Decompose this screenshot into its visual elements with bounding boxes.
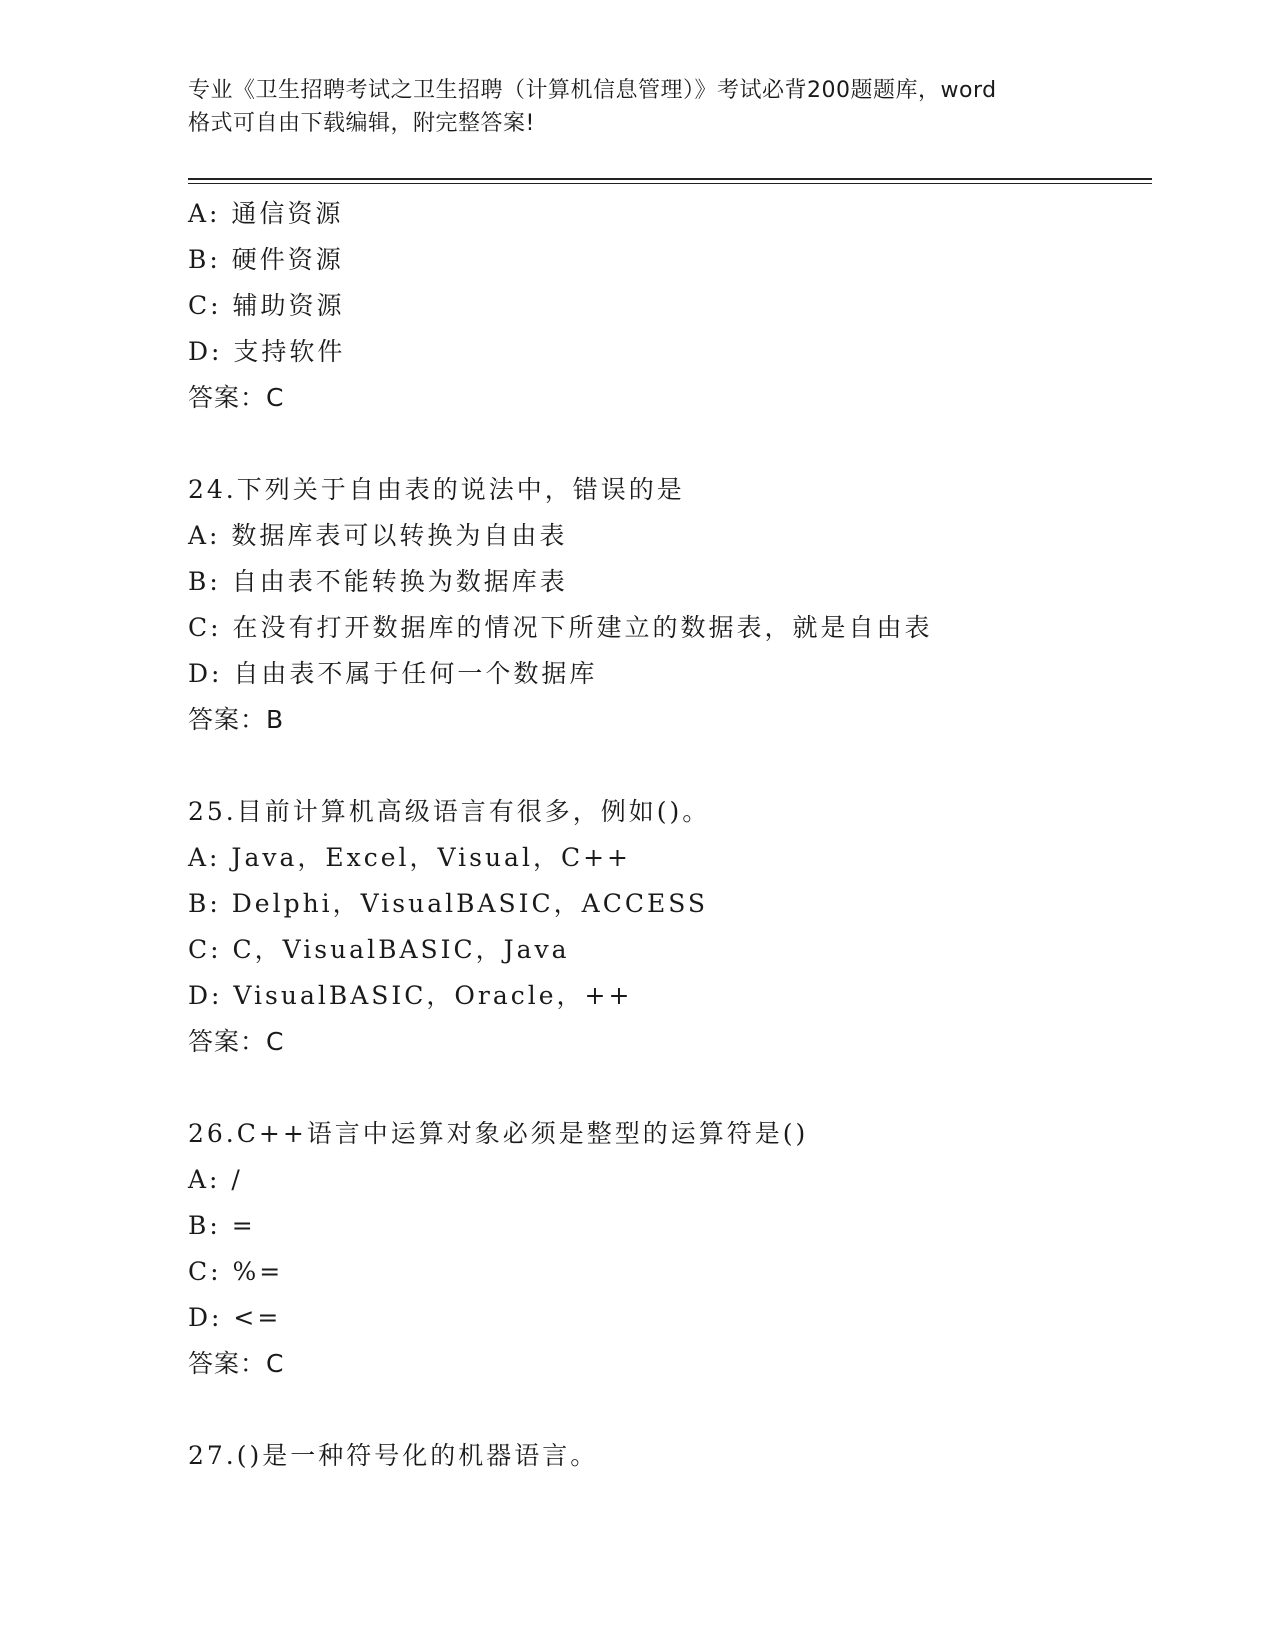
option-d: D: VisualBASIC，Oracle，++ [188, 981, 633, 1010]
header-title-line-2: 格式可自由下载编辑，附完整答案! [188, 111, 535, 136]
option-c: C: 在没有打开数据库的情况下所建立的数据表，就是自由表 [188, 613, 933, 642]
question-stem: 24.下列关于自由表的说法中，错误的是 [188, 475, 685, 504]
question-27 [188, 1433, 1152, 1479]
option-d: D: <= [188, 1303, 282, 1332]
question-stem: 26.C++语言中运算对象必须是整型的运算符是() [188, 1119, 809, 1148]
question-content [188, 191, 1152, 1479]
option-c: C: C，VisualBASIC，Java [188, 935, 570, 964]
question-stem: 25.目前计算机高级语言有很多，例如()。 [188, 797, 711, 826]
option-b: B: 硬件资源 [188, 245, 344, 274]
option-b: B: Delphi，VisualBASIC，ACCESS [188, 889, 709, 918]
option-b: B: = [188, 1211, 256, 1240]
option-c: C: 辅助资源 [188, 291, 345, 320]
answer: 答案：B [188, 705, 285, 734]
question-24 [188, 467, 1152, 743]
option-b: B: 自由表不能转换为数据库表 [188, 567, 568, 596]
header-title-line-1: 专业《卫生招聘考试之卫生招聘（计算机信息管理）》考试必背200题题库，word [188, 78, 997, 103]
answer: 答案：C [188, 1027, 285, 1056]
option-a: A: / [188, 1165, 243, 1194]
option-d: D: 支持软件 [188, 337, 346, 366]
question-26 [188, 1111, 1152, 1387]
answer: 答案：C [188, 1349, 285, 1378]
question-stem: 27.()是一种符号化的机器语言。 [188, 1441, 599, 1470]
question-25 [188, 789, 1152, 1065]
document-header [188, 74, 1108, 140]
option-d: D: 自由表不属于任何一个数据库 [188, 659, 598, 688]
option-a: A: 数据库表可以转换为自由表 [188, 521, 568, 550]
option-a: A: 通信资源 [188, 199, 344, 228]
answer: 答案：C [188, 383, 285, 412]
option-a: A: Java，Excel，Visual，C++ [188, 843, 631, 872]
header-divider [188, 178, 1152, 184]
option-c: C: %= [188, 1257, 284, 1286]
question-23 [188, 191, 1152, 421]
